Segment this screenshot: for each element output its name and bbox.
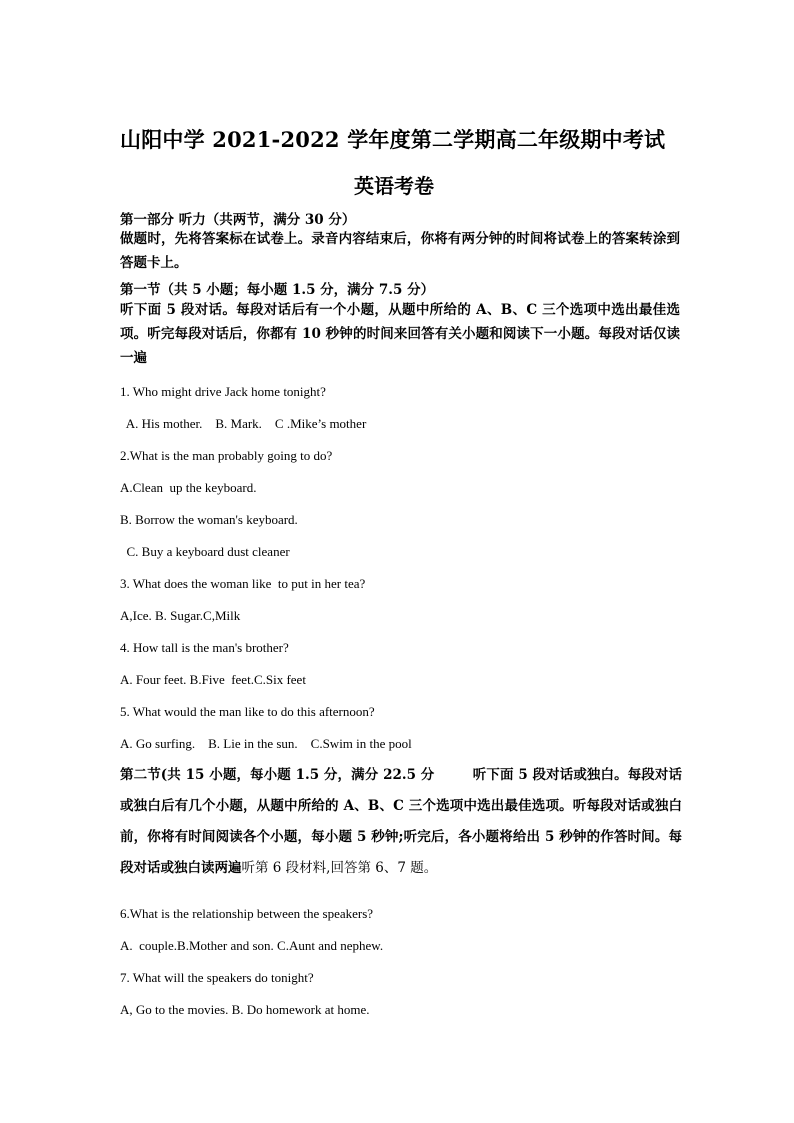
question-6-options: A. couple.B.Mother and son. C.Aunt and nephew. bbox=[120, 938, 384, 953]
section2-instruction-normal: 听第 6 段材料,回答第 6、7 题。 bbox=[241, 860, 438, 876]
question-7: 7. What will the speakers do tonight? bbox=[120, 970, 314, 985]
question-1-options: A. His mother. B. Mark. C .Mike’s mother bbox=[120, 416, 367, 431]
question-2: 2.What is the man probably going to do? bbox=[120, 448, 333, 463]
question-2-option-b: B. Borrow the woman's keyboard. bbox=[120, 512, 298, 527]
section1-heading: 第一节（共 5 小题；每小题 1.5 分，满分 7.5 分） bbox=[120, 282, 435, 298]
part1-instruction: 做题时，先将答案标在试卷上。录音内容结束后，你将有两分钟的时间将试卷上的答案转涂到答题卡上。 bbox=[120, 231, 680, 271]
question-2-option-a: A.Clean up the keyboard. bbox=[120, 480, 257, 495]
question-7-options: A, Go to the movies. B. Do homework at home. bbox=[120, 1002, 370, 1017]
question-5-options: A. Go surfing. B. Lie in the sun. C.Swim in the pool bbox=[120, 736, 412, 751]
question-4: 4. How tall is the man's brother? bbox=[120, 640, 289, 655]
section1-instruction: 听下面 5 段对话。每段对话后有一个小题，从题中所给的 A、B、C 三个选项中选出最佳选项。听完每段对话后，你都有 10 秒钟的时间来回答有关小题和阅读下一小题。每段对话仅读一遍 bbox=[120, 302, 680, 366]
question-6: 6.What is the relationship between the speakers? bbox=[120, 906, 374, 921]
question-4-options: A. Four feet. B.Five feet.C.Six feet bbox=[120, 672, 306, 687]
part1-heading: 第一部分 听力（共两节，满分 30 分） bbox=[120, 212, 356, 228]
question-3: 3. What does the woman like to put in her tea? bbox=[120, 576, 366, 591]
section2-instruction bbox=[120, 760, 682, 884]
section2-instruction-bold: 第二节(共 15 小题，每小题 1.5 分，满分 22.5 分 听下面 5 段对话或独白。每段对话或独白后有几个小题，从题中所给的 A、B、C 三个选项中选出最佳选项。听每段对话或独白前，你将有时间阅读各个小题，每小题 5 秒钟;听完后，各小题将给出 5 秒钟的作答时间。每段对话或独白读两遍 bbox=[120, 767, 682, 876]
exam-title: 山阳中学 2021-2022 学年度第二学期高二年级期中考试 bbox=[120, 127, 666, 152]
question-3-options: A,Ice. B. Sugar.C,Milk bbox=[120, 608, 241, 623]
question-2-option-c: C. Buy a keyboard dust cleaner bbox=[120, 544, 290, 559]
question-5: 5. What would the man like to do this afternoon? bbox=[120, 704, 375, 719]
question-1: 1. Who might drive Jack home tonight? bbox=[120, 384, 326, 399]
exam-subtitle: 英语考卷 bbox=[354, 174, 434, 198]
